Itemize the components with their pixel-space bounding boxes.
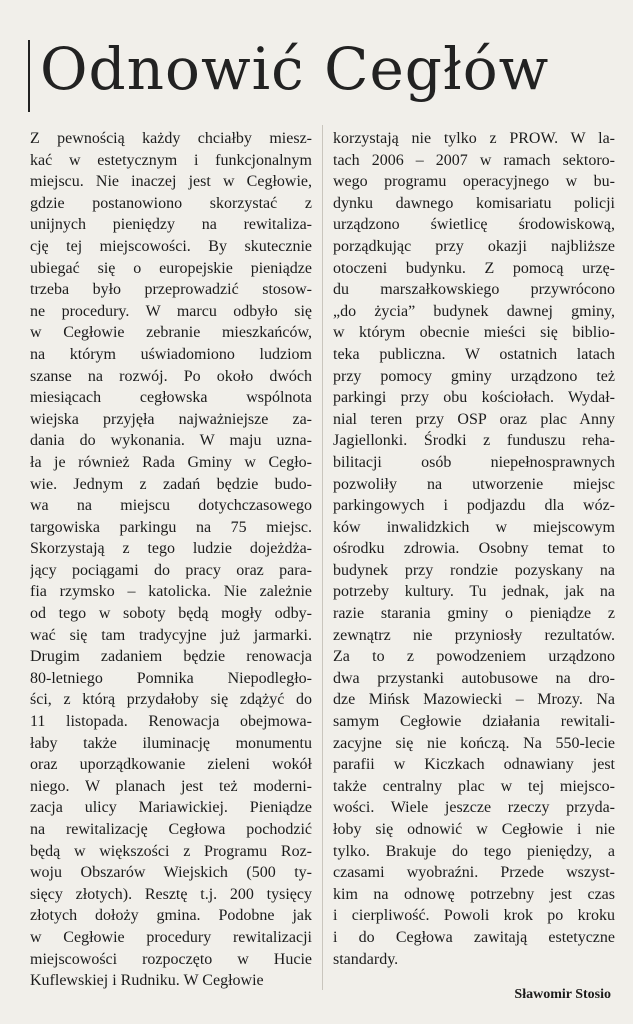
text-line: targowiska parkingu na 75 miejsc. xyxy=(30,518,312,536)
text-line: i cierpliwość. Powoli krok po kroku xyxy=(333,907,615,925)
text-line: woju Obszarów Wiejskich (500 ty- xyxy=(30,864,312,882)
text-line: wie. Jednym z zadań będzie budo- xyxy=(30,475,312,493)
text-line: ośrodku zdrowia. Osobny temat to xyxy=(333,540,615,558)
text-line: od tego w soboty będą mogły odby- xyxy=(30,605,312,623)
text-line: sięcy złotych). Resztę t.j. 200 tysięcy xyxy=(30,885,312,903)
text-line: w Cegłowie procedury rewitalizacji xyxy=(30,928,312,946)
text-line: Jagiellonki. Środki z funduszu reha- xyxy=(333,432,615,450)
text-line: Za to z powodzeniem urządzono xyxy=(333,648,615,666)
text-line: wać się tam tradycyjne już jarmarki. xyxy=(30,626,312,644)
text-line: miesiącach cegłowska wspólnota xyxy=(30,389,312,407)
text-line: dynku dawnego komisariatu policji xyxy=(333,194,615,212)
text-line: du marszałkowskiego przywrócono xyxy=(333,281,615,299)
text-line: pozwoliły na utworzenie miejsc xyxy=(333,475,615,493)
text-line: miejscu. Nie inaczej jest w Cegłowie, xyxy=(30,173,312,191)
article-column-right xyxy=(333,128,615,970)
text-line: standardy. xyxy=(333,950,399,968)
text-line: „do życia” budynek dawnej gminy, xyxy=(333,302,615,320)
text-line: zacja ulicy Mariawickiej. Pieniądze xyxy=(30,799,312,817)
text-line: także centralny plac w tej miejsco- xyxy=(333,777,615,795)
text-line: nial teren przy OSP oraz plac Anny xyxy=(333,410,615,428)
article-column-left xyxy=(30,128,312,992)
text-line: Z pewnością każdy chciałby miesz- xyxy=(30,130,312,147)
text-line: budynek przy rondzie pozyskany na xyxy=(333,561,615,579)
column-divider xyxy=(322,125,323,990)
text-line: wego programu operacyjnego w bu- xyxy=(333,173,615,191)
text-line: parkingowych i podjazdu dla wóz- xyxy=(333,497,615,515)
text-line: w Cegłowie zebranie mieszkańców, xyxy=(30,324,312,342)
text-line: urządzono świetlicę środowiskową, xyxy=(333,216,615,234)
text-line: unijnych pieniędzy na rewitaliza- xyxy=(30,216,312,234)
text-line: zewnątrz nie przyniosły rezultatów. xyxy=(333,626,615,644)
text-line: gdzie postanowiono skorzystać z xyxy=(30,194,312,212)
text-line: na rewitalizację Cegłowa pochodzić xyxy=(30,821,312,838)
text-line: wiejska przyjęła najważniejsze za- xyxy=(30,410,312,428)
text-line: dze Mińsk Mazowiecki – Mrozy. Na xyxy=(333,691,615,709)
text-line: ków inwalidzkich w miejscowym xyxy=(333,518,615,536)
text-line: tylko. Brakuje do tego pieniędzy, a xyxy=(333,842,615,860)
text-line: wa na miejscu dotychczasowego xyxy=(30,497,312,515)
text-line: łoby się odnowić w Cegłowie i nie xyxy=(333,821,615,838)
text-line: ści, z którą przydałoby się zdążyć do xyxy=(30,691,312,709)
text-line: parkingi przy obu kościołach. Wydał- xyxy=(333,389,615,407)
text-line: kać w estetycznym i funkcjonalnym xyxy=(30,151,312,169)
text-line: będą w większości z Programu Roz- xyxy=(30,842,312,860)
text-line: 80-letniego Pomnika Niepodległo- xyxy=(30,669,312,687)
text-line: kim na odnowę potrzebny jest czas xyxy=(333,885,615,903)
text-line: łaby także iluminację monumentu xyxy=(30,734,312,752)
text-line: złotych dołoży gmina. Podobne jak xyxy=(30,907,312,925)
text-line: 11 listopada. Renowacja obejmowa- xyxy=(30,713,312,731)
text-line: przy pomocy gminy urządzono też xyxy=(333,367,615,385)
text-line: trzeba było przeprowadzić stosow- xyxy=(30,281,312,299)
text-line: Drugim zadaniem będzie renowacja xyxy=(30,648,312,666)
text-line: fia rzymsko – katolicka. Nie zależnie xyxy=(30,583,312,601)
text-line: szanse na rozwój. Po około dwóch xyxy=(30,367,312,385)
text-line: na którym uświadomiono ludziom xyxy=(30,345,312,363)
text-line: teka publiczna. W ostatnich latach xyxy=(333,345,615,363)
text-line: razie starania gminy o pieniądze z xyxy=(333,605,615,623)
headline-rule xyxy=(28,40,30,112)
text-line: ła je również Rada Gminy w Cegło- xyxy=(30,453,312,471)
text-line: parafii w Kiczkach odnawiany jest xyxy=(333,756,615,774)
text-line: zacyjne się nie kończą. Na 550-lecie xyxy=(333,734,615,752)
text-line: niego. W planach jest też moderni- xyxy=(30,777,312,795)
text-line: tach 2006 – 2007 w ramach sektoro- xyxy=(333,151,615,169)
text-line: jący pociągami do pracy oraz para- xyxy=(30,561,312,579)
article-title: Odnowić Cegłów xyxy=(40,35,550,103)
text-line: Kuflewskiej i Rudniku. W Cegłowie xyxy=(30,972,264,990)
text-line: dania do wykonania. W maju uzna- xyxy=(30,432,312,450)
text-line: otoczeni budynku. Z pomocą urzę- xyxy=(333,259,615,277)
text-line: korzystają nie tylko z PROW. W la- xyxy=(333,130,615,147)
text-line: miejscowości rozpoczęto w Hucie xyxy=(30,950,312,968)
text-line: samym Cegłowie działania rewitali- xyxy=(333,713,615,731)
text-line: Skorzystają z tego ludzie dojeżdża- xyxy=(30,540,312,558)
text-line: i do Cegłowa zawitają estetyczne xyxy=(333,928,615,946)
text-line: ubiegać się o europejskie pieniądze xyxy=(30,259,312,277)
text-line: potrzeby kultury. Tu jednak, jak na xyxy=(333,583,615,601)
article-author: Sławomir Stosio xyxy=(514,987,611,1002)
text-line: porządkując przy okazji najbliższe xyxy=(333,237,615,255)
text-line: dwa przystanki autobusowe na dro- xyxy=(333,669,615,687)
text-line: bilitacji osób niepełnosprawnych xyxy=(333,453,615,471)
text-line: ne procedury. W marcu odbyło się xyxy=(30,302,312,320)
text-line: oraz uporządkowanie zieleni wokół xyxy=(30,756,312,774)
text-line: w którym obecnie mieści się biblio- xyxy=(333,324,615,342)
text-line: wości. Wiele jeszcze rzeczy przyda- xyxy=(333,799,615,817)
text-line: cję tej miejscowości. By skutecznie xyxy=(30,237,312,255)
text-line: czasami wyobraźni. Przede wszyst- xyxy=(333,864,615,882)
